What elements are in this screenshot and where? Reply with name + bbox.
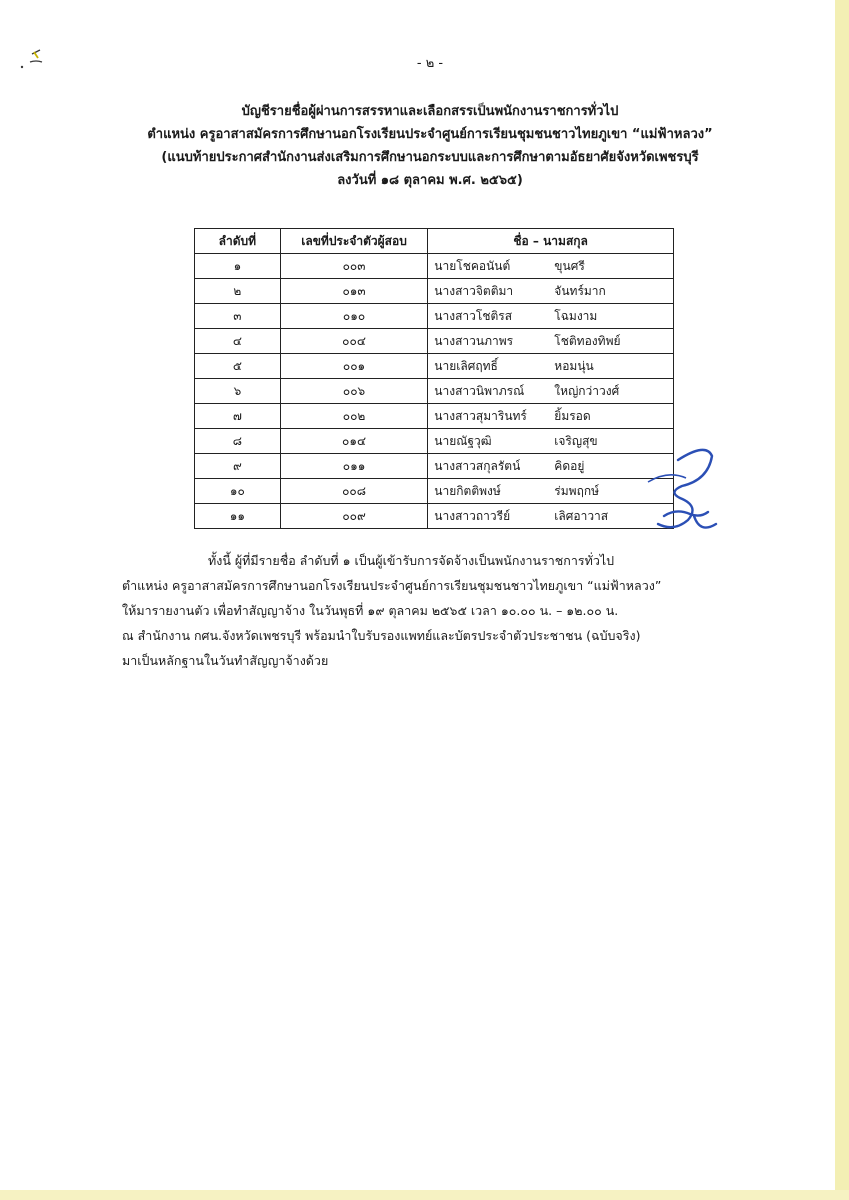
- row-full-name: [428, 279, 674, 304]
- row-given-name: นางสาวถาวรีย์: [434, 508, 511, 523]
- signature-image: [608, 420, 728, 540]
- row-order: ๙: [195, 454, 281, 479]
- notice-line-3: ให้มารายงานตัว เพื่อทำสัญญาจ้าง ในวันพุธที่ ๑๙ ตุลาคม ๒๕๖๕ เวลา ๑๐.๐๐ น. – ๑๒.๐๐ น.: [122, 603, 619, 618]
- page-edge-bottom: [0, 1190, 849, 1200]
- row-given-name: นายเลิศฤทธิ์: [434, 358, 498, 373]
- heading-attachment: (แนบท้ายประกาศสำนักงานส่งเสริมการศึกษานอกระบบและการศึกษาตามอัธยาศัยจังหวัดเพชรบุรี: [161, 150, 699, 165]
- row-full-name: [428, 304, 674, 329]
- row-order: ๑๐: [195, 479, 281, 504]
- row-family-name: เจริญสุข: [554, 433, 598, 448]
- table-row: [195, 354, 674, 379]
- notice-line-4: ณ สำนักงาน กศน.จังหวัดเพชรบุรี พร้อมนำใบรับรองแพทย์และบัตรประจำตัวประชาชน (ฉบับจริง): [122, 628, 641, 643]
- row-family-name: ยิ้มรอด: [554, 408, 591, 423]
- row-family-name: ใหญ่กว่าวงศ์: [554, 383, 620, 398]
- table-row: [195, 504, 674, 529]
- row-exam-id: ๐๐๘: [280, 479, 428, 504]
- table-row: [195, 404, 674, 429]
- table-row: [195, 429, 674, 454]
- row-given-name: นางสาวโชติรส: [434, 308, 513, 323]
- table-header-row: [195, 229, 674, 254]
- row-exam-id: ๐๐๖: [280, 379, 428, 404]
- notice-line-2: ตำแหน่ง ครูอาสาสมัครการศึกษานอกโรงเรียนประจำศูนย์การเรียนชุมชนชาวไทยภูเขา “แม่ฟ้าหลวง”: [122, 578, 662, 593]
- table-row: [195, 279, 674, 304]
- document-heading: [120, 100, 740, 192]
- heading-position: ตำแหน่ง ครูอาสาสมัครการศึกษานอกโรงเรียนประจำศูนย์การเรียนชุมชนชาวไทยภูเขา “แม่ฟ้าหลวง”: [147, 127, 713, 142]
- header-exam-id: เลขที่ประจำตัวผู้สอบ: [280, 229, 428, 254]
- row-family-name: โชติทองทิพย์: [554, 333, 621, 348]
- row-order: ๖: [195, 379, 281, 404]
- row-exam-id: ๐๐๒: [280, 404, 428, 429]
- page-edge-right: [835, 0, 849, 1200]
- row-given-name: นายณัฐวุฒิ: [434, 433, 492, 448]
- row-exam-id: ๐๑๓: [280, 279, 428, 304]
- notice-paragraph: [122, 548, 762, 673]
- row-given-name: นางสาวนภาพร: [434, 333, 514, 348]
- row-family-name: เลิศอาวาส: [554, 508, 609, 523]
- row-exam-id: ๐๐๑: [280, 354, 428, 379]
- table-row: [195, 254, 674, 279]
- table-row: [195, 479, 674, 504]
- heading-title: บัญชีรายชื่อผู้ผ่านการสรรหาและเลือกสรรเป็นพนักงานราชการทั่วไป: [241, 104, 619, 119]
- row-given-name: นางสาวนิพาภรณ์: [434, 383, 525, 398]
- page-number: - ๒ -: [416, 56, 444, 71]
- row-order: ๕: [195, 354, 281, 379]
- row-exam-id: ๐๐๓: [280, 254, 428, 279]
- row-given-name: นางสาวสกุลรัตน์: [434, 458, 521, 473]
- pen-mark-icon: [18, 48, 44, 70]
- row-order: ๗: [195, 404, 281, 429]
- row-family-name: โฉมงาม: [554, 308, 598, 323]
- row-order: ๒: [195, 279, 281, 304]
- row-order: ๓: [195, 304, 281, 329]
- row-given-name: นางสาวจิตติมา: [434, 283, 514, 298]
- header-order: ลำดับที่: [195, 229, 281, 254]
- row-full-name: [428, 329, 674, 354]
- row-family-name: จันทร์มาก: [554, 283, 606, 298]
- row-full-name: [428, 379, 674, 404]
- row-exam-id: ๐๑๑: [280, 454, 428, 479]
- row-order: ๑: [195, 254, 281, 279]
- row-exam-id: ๐๑๐: [280, 304, 428, 329]
- row-order: ๔: [195, 329, 281, 354]
- row-given-name: นางสาวสุมารินทร์: [434, 408, 527, 423]
- row-given-name: นายกิตติพงษ์: [434, 483, 501, 498]
- row-family-name: ร่มพฤกษ์: [554, 483, 600, 498]
- row-exam-id: ๐๑๔: [280, 429, 428, 454]
- table-row: [195, 329, 674, 354]
- row-order: ๑๑: [195, 504, 281, 529]
- row-exam-id: ๐๐๙: [280, 504, 428, 529]
- row-family-name: หอมนุ่น: [554, 358, 594, 373]
- row-family-name: ขุนศรี: [554, 258, 585, 273]
- header-full-name: ชื่อ – นามสกุล: [428, 229, 674, 254]
- table-row: [195, 454, 674, 479]
- row-family-name: คิดอยู่: [554, 458, 585, 473]
- row-order: ๘: [195, 429, 281, 454]
- table-row: [195, 379, 674, 404]
- table-row: [195, 304, 674, 329]
- row-full-name: [428, 254, 674, 279]
- row-given-name: นายโชคอนันต์: [434, 258, 511, 273]
- notice-line-1: ทั้งนี้ ผู้ที่มีรายชื่อ ลำดับที่ ๑ เป็นผู้เข้ารับการจัดจ้างเป็นพนักงานราชการทั่วไป: [208, 553, 615, 568]
- candidate-table: [194, 228, 674, 529]
- row-full-name: [428, 354, 674, 379]
- row-exam-id: ๐๐๔: [280, 329, 428, 354]
- heading-date: ลงวันที่ ๑๘ ตุลาคม พ.ศ. ๒๕๖๕): [337, 173, 523, 188]
- notice-line-5: มาเป็นหลักฐานในวันทำสัญญาจ้างด้วย: [122, 653, 329, 668]
